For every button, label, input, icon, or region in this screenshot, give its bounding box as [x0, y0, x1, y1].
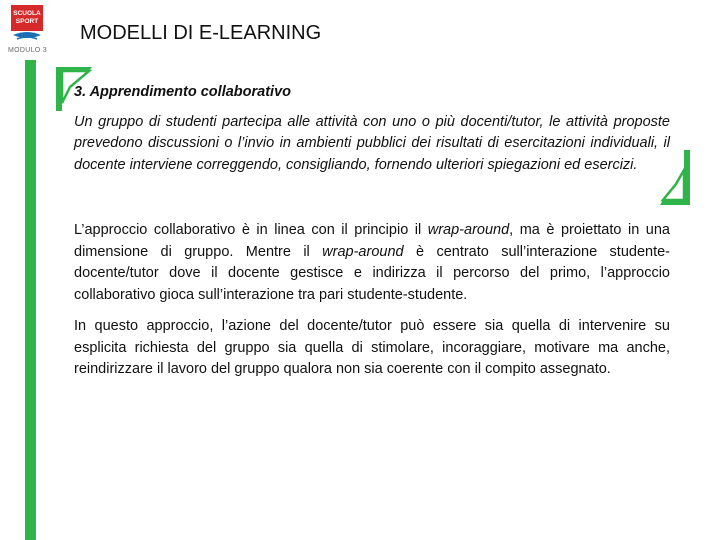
paragraph2-part1: L’approccio collaborativo è in linea con il principio il — [74, 222, 428, 238]
slide-title: MODELLI DI E-LEARNING — [80, 22, 322, 44]
slide-content — [74, 82, 670, 381]
section-heading: 3. Apprendimento collaborativo — [74, 84, 291, 100]
logo-text-line2: SPORT — [15, 18, 39, 25]
paragraph2-part2: , ma è proiettato in una dimensione di gruppo. Mentre il — [74, 222, 670, 260]
paragraph2-part3: è centrato sull’interazione studente-docente/tutor dove il docente gestisce e indirizza il percorso del primo, l’approccio collaborativo gioca sull’interazione tra pari studente-studente. — [74, 243, 670, 303]
paragraph-tutor-role: In questo approccio, l’azione del docente/tutor può essere sia quella di intervenire su esplicita richiesta del gruppo sia quella di stimolare, incoraggiare, motivare ma anche, reindirizzare il lavoro del gruppo qualora non sia coerente con il compito assegnato. — [74, 318, 670, 377]
logo-text-line1: SCUOLA — [13, 10, 41, 17]
paragraph-definition: Un gruppo di studenti partecipa alle attività con uno o più docenti/tutor, le attività proposte prevedono discussioni o l’invio in ambienti pubblici dei risultati di esercitazioni individuali, il docente interviene correggendo, consigliando, fornendo ulteriori spiegazioni ed esercizi. — [74, 113, 670, 173]
term-wrap-around-2: wrap-around — [322, 243, 404, 260]
module-label: MODULO 3 — [8, 47, 47, 54]
left-accent-bar — [25, 60, 36, 540]
scuola-sport-logo — [11, 5, 43, 43]
term-wrap-around-1: wrap-around — [427, 222, 510, 238]
paragraph-wrap-around — [74, 220, 670, 306]
